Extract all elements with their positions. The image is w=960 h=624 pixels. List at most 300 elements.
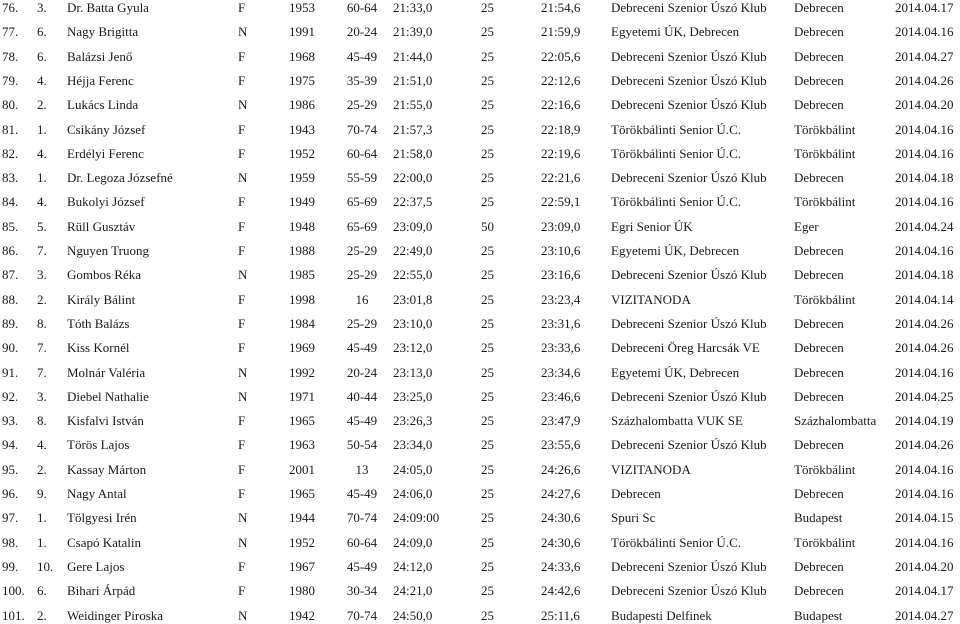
city-cell: Debrecen	[794, 267, 844, 283]
table-row	[0, 413, 960, 429]
city-cell: Debrecen	[794, 340, 844, 356]
table-row	[0, 462, 960, 478]
club-cell: Debreceni Szenior Úszó Klub	[611, 97, 767, 113]
club-cell: Egri Senior ÚK	[611, 218, 693, 234]
category-rank-cell: 4.	[37, 145, 47, 161]
swim-time-cell: 21:55,0	[393, 97, 433, 113]
pool-length-cell: 25	[481, 388, 494, 404]
swim-time-cell: 23:01,8	[393, 291, 433, 307]
table-row	[0, 292, 960, 308]
adjusted-time-cell: 22:05,6	[541, 48, 581, 64]
category-rank-cell: 5.	[37, 218, 47, 234]
swim-time-cell: 22:37,5	[393, 194, 433, 210]
club-cell: Debrecen	[611, 486, 661, 501]
birth-year-cell: 1992	[289, 364, 315, 380]
age-group-cell: 25-29	[346, 315, 378, 331]
name-cell: Csikány József	[67, 121, 146, 137]
category-rank-cell: 1.	[37, 534, 47, 550]
name-cell: Tölgyesi Irén	[67, 510, 137, 526]
age-group-cell: 35-39	[346, 72, 378, 88]
club-cell: VIZITANODA	[611, 291, 691, 307]
pool-length-cell: 50	[481, 218, 494, 234]
name-cell: Kiss Kornél	[67, 340, 130, 356]
birth-year-cell: 1967	[289, 558, 315, 574]
swim-time-cell: 21:51,0	[393, 72, 433, 88]
rank-cell: 78.	[2, 48, 19, 64]
city-cell: Debrecen	[794, 72, 844, 88]
table-row	[0, 243, 960, 259]
name-cell: Bukolyi József	[67, 194, 145, 210]
rank-cell: 101.	[2, 607, 25, 623]
table-row	[0, 365, 960, 381]
city-cell: Törökbálint	[794, 291, 856, 307]
birth-year-cell: 1948	[289, 218, 315, 234]
club-cell: Budapesti Delfinek	[611, 607, 712, 623]
birth-year-cell: 1984	[289, 315, 315, 331]
sex-cell: F	[238, 48, 246, 64]
pool-length-cell: 25	[481, 413, 494, 429]
date-cell: 2014.04.26	[895, 437, 954, 453]
date-cell: 2014.04.16	[895, 534, 954, 550]
name-cell: Kassay Márton	[67, 461, 147, 477]
date-cell: 2014.04.20	[895, 97, 954, 113]
category-rank-cell: 7.	[37, 243, 47, 258]
name-cell: Dr. Legoza Józsefné	[67, 170, 173, 186]
age-group-cell: 60-64	[346, 145, 378, 161]
age-group-cell: 70-74	[346, 121, 378, 137]
pool-length-cell: 25	[481, 121, 494, 137]
name-cell: Nagy Antal	[67, 486, 127, 501]
rank-cell: 83.	[2, 170, 19, 186]
table-row	[0, 583, 960, 599]
swim-time-cell: 23:10,0	[393, 315, 433, 331]
rank-cell: 82.	[2, 145, 19, 161]
table-row	[0, 608, 960, 624]
swim-time-cell: 21:57,3	[393, 121, 433, 137]
city-cell: Debrecen	[794, 583, 844, 599]
date-cell: 2014.04.18	[895, 170, 954, 186]
birth-year-cell: 1942	[289, 607, 315, 623]
pool-length-cell: 25	[481, 486, 494, 501]
adjusted-time-cell: 22:16,6	[541, 97, 581, 113]
table-row	[0, 0, 960, 16]
pool-length-cell: 25	[481, 461, 494, 477]
city-cell: Debrecen	[794, 243, 844, 258]
pool-length-cell: 25	[481, 607, 494, 623]
swim-time-cell: 22:55,0	[393, 267, 433, 283]
rank-cell: 98.	[2, 534, 19, 550]
birth-year-cell: 1965	[289, 486, 315, 501]
date-cell: 2014.04.15	[895, 510, 954, 526]
club-cell: Debreceni Szenior Úszó Klub	[611, 437, 767, 453]
club-cell: Debreceni Szenior Úszó Klub	[611, 0, 767, 15]
adjusted-time-cell: 22:18,9	[541, 121, 581, 137]
date-cell: 2014.04.27	[895, 48, 954, 64]
pool-length-cell: 25	[481, 97, 494, 113]
table-row	[0, 389, 960, 405]
pool-length-cell: 25	[481, 291, 494, 307]
adjusted-time-cell: 23:46,6	[541, 388, 581, 404]
sex-cell: F	[238, 0, 246, 15]
rank-cell: 91.	[2, 364, 19, 380]
adjusted-time-cell: 22:19,6	[541, 145, 581, 161]
swim-time-cell: 21:44,0	[393, 48, 433, 64]
adjusted-time-cell: 24:30,6	[541, 534, 581, 550]
swim-time-cell: 23:34,0	[393, 437, 433, 453]
table-row	[0, 73, 960, 89]
sex-cell: F	[238, 218, 246, 234]
swim-time-cell: 24:50,0	[393, 607, 433, 623]
pool-length-cell: 25	[481, 170, 494, 186]
name-cell: Csapó Katalin	[67, 534, 142, 550]
rank-cell: 76.	[2, 0, 19, 15]
pool-length-cell: 25	[481, 558, 494, 574]
sex-cell: F	[238, 558, 246, 574]
table-row	[0, 340, 960, 356]
swim-time-cell: 23:09,0	[393, 218, 433, 234]
swim-time-cell: 24:09:00	[393, 510, 440, 526]
city-cell: Eger	[794, 218, 819, 234]
category-rank-cell: 3.	[37, 267, 47, 283]
name-cell: Weidinger Piroska	[67, 607, 164, 623]
name-cell: Erdélyi Ferenc	[67, 145, 144, 161]
adjusted-time-cell: 24:27,6	[541, 486, 581, 501]
age-group-cell: 40-44	[346, 388, 378, 404]
rank-cell: 88.	[2, 291, 19, 307]
sex-cell: F	[238, 121, 246, 137]
age-group-cell: 45-49	[346, 340, 378, 356]
table-row	[0, 486, 960, 502]
swim-time-cell: 21:39,0	[393, 24, 433, 40]
name-cell: Balázsi Jenő	[67, 48, 133, 64]
birth-year-cell: 1944	[289, 510, 315, 526]
age-group-cell: 70-74	[346, 510, 378, 526]
date-cell: 2014.04.26	[895, 340, 954, 356]
name-cell: Nagy Brigitta	[67, 24, 139, 40]
category-rank-cell: 6.	[37, 583, 47, 599]
club-cell: Debreceni Szenior Úszó Klub	[611, 170, 767, 186]
swim-time-cell: 21:58,0	[393, 145, 433, 161]
date-cell: 2014.04.16	[895, 24, 954, 40]
city-cell: Debrecen	[794, 24, 844, 40]
club-cell: Debreceni Szenior Úszó Klub	[611, 558, 767, 574]
category-rank-cell: 2.	[37, 291, 47, 307]
sex-cell: N	[238, 364, 248, 380]
date-cell: 2014.04.18	[895, 267, 954, 283]
adjusted-time-cell: 23:55,6	[541, 437, 581, 453]
table-row	[0, 316, 960, 332]
category-rank-cell: 2.	[37, 97, 47, 113]
birth-year-cell: 1975	[289, 72, 315, 88]
sex-cell: F	[238, 194, 246, 210]
swim-time-cell: 24:09,0	[393, 534, 433, 550]
age-group-cell: 45-49	[346, 413, 378, 429]
adjusted-time-cell: 24:30,6	[541, 510, 581, 526]
pool-length-cell: 25	[481, 48, 494, 64]
table-row	[0, 535, 960, 551]
city-cell: Törökbálint	[794, 194, 856, 210]
city-cell: Debrecen	[794, 364, 844, 380]
swim-time-cell: 23:12,0	[393, 340, 433, 356]
date-cell: 2014.04.16	[895, 145, 954, 161]
date-cell: 2014.04.14	[895, 291, 954, 307]
category-rank-cell: 10.	[37, 558, 54, 574]
age-group-cell: 25-29	[346, 243, 378, 258]
name-cell: Bihari Árpád	[67, 583, 136, 599]
age-group-cell: 45-49	[346, 558, 378, 574]
date-cell: 2014.04.16	[895, 364, 954, 380]
club-cell: Egyetemi ÚK, Debrecen	[611, 24, 740, 40]
city-cell: Debrecen	[794, 486, 844, 501]
adjusted-time-cell: 23:23,4	[541, 291, 581, 307]
category-rank-cell: 1.	[37, 510, 47, 526]
age-group-cell: 65-69	[346, 218, 378, 234]
date-cell: 2014.04.26	[895, 72, 954, 88]
rank-cell: 81.	[2, 121, 19, 137]
name-cell: Törös Lajos	[67, 437, 130, 453]
date-cell: 2014.04.25	[895, 388, 954, 404]
rank-cell: 95.	[2, 461, 19, 477]
adjusted-time-cell: 23:34,6	[541, 364, 581, 380]
adjusted-time-cell: 25:11,6	[541, 607, 580, 623]
club-cell: Debreceni Szenior Úszó Klub	[611, 48, 767, 64]
table-row	[0, 24, 960, 40]
sex-cell: F	[238, 291, 246, 307]
sex-cell: F	[238, 72, 246, 88]
table-row	[0, 97, 960, 113]
table-row	[0, 267, 960, 283]
name-cell: Dr. Batta Gyula	[67, 0, 149, 15]
table-row	[0, 559, 960, 575]
birth-year-cell: 1971	[289, 388, 315, 404]
age-group-cell: 55-59	[346, 170, 378, 186]
club-cell: Törökbálinti Senior Ú.C.	[611, 145, 741, 161]
birth-year-cell: 1980	[289, 583, 315, 599]
table-row	[0, 122, 960, 138]
rank-cell: 84.	[2, 194, 19, 210]
sex-cell: F	[238, 461, 246, 477]
table-row	[0, 510, 960, 526]
club-cell: Törökbálinti Senior Ú.C.	[611, 121, 741, 137]
adjusted-time-cell: 23:31,6	[541, 315, 581, 331]
sex-cell: F	[238, 340, 246, 356]
birth-year-cell: 1953	[289, 0, 315, 15]
sex-cell: N	[238, 170, 248, 186]
name-cell: Diebel Nathalie	[67, 388, 149, 404]
rank-cell: 89.	[2, 315, 19, 331]
pool-length-cell: 25	[481, 194, 494, 210]
name-cell: Héjja Ferenc	[67, 72, 134, 88]
birth-year-cell: 1986	[289, 97, 315, 113]
city-cell: Budapest	[794, 607, 843, 623]
swim-time-cell: 22:00,0	[393, 170, 433, 186]
adjusted-time-cell: 22:59,1	[541, 194, 581, 210]
pool-length-cell: 25	[481, 0, 494, 15]
pool-length-cell: 25	[481, 72, 494, 88]
pool-length-cell: 25	[481, 534, 494, 550]
category-rank-cell: 7.	[37, 340, 47, 356]
date-cell: 2014.04.26	[895, 315, 954, 331]
club-cell: Százhalombatta VUK SE	[611, 413, 743, 429]
date-cell: 2014.04.27	[895, 607, 954, 623]
birth-year-cell: 1959	[289, 170, 315, 186]
club-cell: Debreceni Szenior Úszó Klub	[611, 583, 767, 599]
table-row	[0, 170, 960, 186]
sex-cell: F	[238, 486, 246, 501]
swim-time-cell: 24:05,0	[393, 461, 433, 477]
age-group-cell: 65-69	[346, 194, 378, 210]
city-cell: Törökbálint	[794, 121, 856, 137]
swim-time-cell: 21:33,0	[393, 0, 433, 15]
date-cell: 2014.04.16	[895, 461, 954, 477]
date-cell: 2014.04.20	[895, 558, 954, 574]
rank-cell: 92.	[2, 388, 19, 404]
name-cell: Nguyen Truong	[67, 243, 149, 258]
pool-length-cell: 25	[481, 583, 494, 599]
swim-time-cell: 22:49,0	[393, 243, 433, 258]
city-cell: Debrecen	[794, 315, 844, 331]
swim-time-cell: 23:13,0	[393, 364, 433, 380]
birth-year-cell: 1991	[289, 24, 315, 40]
swim-time-cell: 24:06,0	[393, 486, 433, 501]
rank-cell: 94.	[2, 437, 19, 453]
pool-length-cell: 25	[481, 437, 494, 453]
city-cell: Debrecen	[794, 0, 844, 15]
category-rank-cell: 1.	[37, 121, 47, 137]
rank-cell: 85.	[2, 218, 19, 234]
category-rank-cell: 4.	[37, 194, 47, 210]
category-rank-cell: 9.	[37, 486, 47, 501]
sex-cell: F	[238, 583, 246, 599]
date-cell: 2014.04.16	[895, 121, 954, 137]
category-rank-cell: 6.	[37, 24, 47, 40]
pool-length-cell: 25	[481, 315, 494, 331]
table-row	[0, 219, 960, 235]
category-rank-cell: 3.	[37, 388, 47, 404]
category-rank-cell: 4.	[37, 437, 47, 453]
date-cell: 2014.04.16	[895, 194, 954, 210]
city-cell: Debrecen	[794, 558, 844, 574]
city-cell: Debrecen	[794, 97, 844, 113]
birth-year-cell: 2001	[289, 461, 315, 477]
rank-cell: 86.	[2, 243, 19, 258]
birth-year-cell: 1965	[289, 413, 315, 429]
date-cell: 2014.04.17	[895, 583, 954, 599]
age-group-cell: 20-24	[346, 364, 378, 380]
age-group-cell: 60-64	[346, 534, 378, 550]
category-rank-cell: 2.	[37, 607, 47, 623]
club-cell: Debreceni Szenior Úszó Klub	[611, 72, 767, 88]
rank-cell: 87.	[2, 267, 19, 283]
adjusted-time-cell: 22:21,6	[541, 170, 581, 186]
pool-length-cell: 25	[481, 340, 494, 356]
adjusted-time-cell: 21:59,9	[541, 24, 581, 40]
adjusted-time-cell: 24:42,6	[541, 583, 581, 599]
birth-year-cell: 1968	[289, 48, 315, 64]
name-cell: Király Bálint	[67, 291, 136, 307]
rank-cell: 96.	[2, 486, 19, 501]
pool-length-cell: 25	[481, 510, 494, 526]
city-cell: Debrecen	[794, 388, 844, 404]
birth-year-cell: 1949	[289, 194, 315, 210]
birth-year-cell: 1998	[289, 291, 315, 307]
rank-cell: 93.	[2, 413, 19, 429]
table-row	[0, 49, 960, 65]
rank-cell: 90.	[2, 340, 19, 356]
club-cell: Törökbálinti Senior Ú.C.	[611, 534, 741, 550]
sex-cell: F	[238, 243, 246, 258]
sex-cell: N	[238, 534, 248, 550]
birth-year-cell: 1988	[289, 243, 315, 258]
sex-cell: N	[238, 24, 248, 40]
adjusted-time-cell: 23:47,9	[541, 413, 581, 429]
birth-year-cell: 1963	[289, 437, 315, 453]
city-cell: Törökbálint	[794, 145, 856, 161]
name-cell: Lukács Linda	[67, 97, 139, 113]
club-cell: Egyetemi ÚK, Debrecen	[611, 364, 740, 380]
birth-year-cell: 1943	[289, 121, 315, 137]
sex-cell: F	[238, 437, 246, 453]
city-cell: Budapest	[794, 510, 843, 526]
pool-length-cell: 25	[481, 267, 494, 283]
adjusted-time-cell: 21:54,6	[541, 0, 581, 15]
date-cell: 2014.04.16	[895, 486, 954, 501]
date-cell: 2014.04.24	[895, 218, 954, 234]
rank-cell: 77.	[2, 24, 19, 40]
date-cell: 2014.04.17	[895, 0, 954, 15]
city-cell: Debrecen	[794, 437, 844, 453]
age-group-cell: 50-54	[346, 437, 378, 453]
sex-cell: N	[238, 267, 248, 283]
rank-cell: 97.	[2, 510, 19, 526]
age-group-cell: 45-49	[346, 48, 378, 64]
pool-length-cell: 25	[481, 364, 494, 380]
age-group-cell: 45-49	[346, 486, 378, 501]
birth-year-cell: 1952	[289, 534, 315, 550]
city-cell: Debrecen	[794, 170, 844, 186]
sex-cell: N	[238, 510, 248, 526]
age-group-cell: 70-74	[346, 607, 378, 623]
city-cell: Debrecen	[794, 48, 844, 64]
city-cell: Törökbálint	[794, 461, 856, 477]
adjusted-time-cell: 24:26,6	[541, 461, 581, 477]
category-rank-cell: 8.	[37, 315, 47, 331]
swim-time-cell: 24:12,0	[393, 558, 433, 574]
adjusted-time-cell: 22:12,6	[541, 72, 581, 88]
category-rank-cell: 4.	[37, 72, 47, 88]
date-cell: 2014.04.16	[895, 243, 954, 258]
city-cell: Törökbálint	[794, 534, 856, 550]
birth-year-cell: 1985	[289, 267, 315, 283]
club-cell: Debreceni Szenior Úszó Klub	[611, 388, 767, 404]
category-rank-cell: 1.	[37, 170, 47, 186]
name-cell: Tóth Balázs	[67, 315, 130, 331]
city-cell: Százhalombatta	[794, 413, 877, 429]
club-cell: Debreceni Öreg Harcsák VE	[611, 340, 760, 356]
age-group-cell: 25-29	[346, 267, 378, 283]
adjusted-time-cell: 23:09,0	[541, 218, 581, 234]
swim-time-cell: 23:26,3	[393, 413, 433, 429]
adjusted-time-cell: 23:33,6	[541, 340, 581, 356]
name-cell: Gere Lajos	[67, 558, 125, 574]
name-cell: Gombos Réka	[67, 267, 142, 283]
sex-cell: F	[238, 413, 246, 429]
club-cell: VIZITANODA	[611, 461, 691, 477]
age-group-cell: 20-24	[346, 24, 378, 40]
birth-year-cell: 1952	[289, 145, 315, 161]
date-cell: 2014.04.19	[895, 413, 954, 429]
table-row	[0, 437, 960, 453]
